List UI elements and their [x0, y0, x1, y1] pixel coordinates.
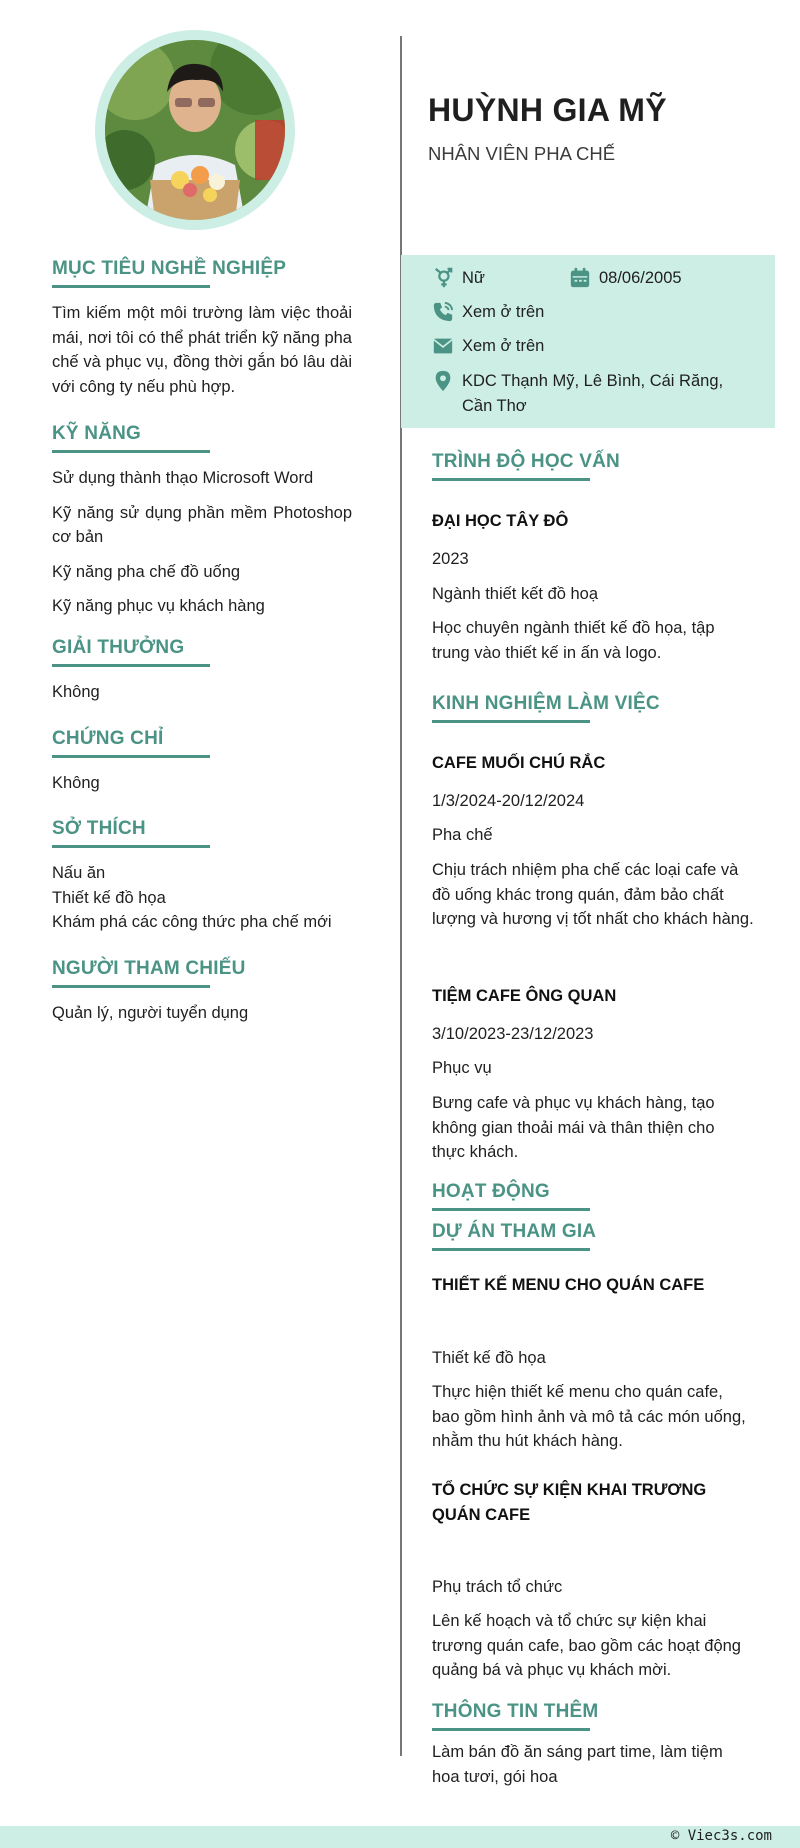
job-desc: Bưng cafe và phục vụ khách hàng, tạo không gian thoải mái và thân thiện cho thực khách.: [432, 1094, 715, 1161]
certificates-text: Không: [52, 774, 100, 792]
awards-section: [52, 637, 352, 705]
hobby-item: Thiết kế đồ họa: [52, 888, 166, 907]
section-underline: [432, 478, 590, 481]
section-underline: [432, 720, 590, 723]
calendar-icon: [569, 267, 591, 289]
section-underline: [52, 845, 210, 848]
awards-text: Không: [52, 683, 100, 701]
job-period: 3/10/2023-23/12/2023: [432, 1025, 594, 1043]
job-period: 1/3/2024-20/12/2024: [432, 792, 585, 810]
section-underline: [432, 1248, 590, 1251]
contact-address: [432, 369, 732, 418]
section-title: MỤC TIÊU NGHỀ NGHIỆP: [52, 258, 287, 279]
section-title: KỸ NĂNG: [52, 423, 142, 444]
projects-section: [432, 1221, 752, 1251]
section-title: NGƯỜI THAM CHIẾU: [52, 958, 246, 979]
skill-item: Kỹ năng pha chế đồ uống: [52, 562, 241, 581]
contact-phone: [432, 300, 544, 325]
avatar: [105, 40, 285, 220]
birthdate-value: 08/06/2005: [599, 269, 682, 287]
references-text: Quản lý, người tuyển dụng: [52, 1004, 249, 1022]
section-underline: [52, 985, 210, 988]
section-underline: [52, 450, 210, 453]
location-pin-icon: [432, 370, 454, 392]
more-info-text: Làm bán đồ ăn sáng part time, làm tiệm hoa tươi, gói hoa: [432, 1743, 723, 1786]
section-title: CHỨNG CHỈ: [52, 728, 164, 749]
job-company: CAFE MUỐI CHÚ RẮC: [432, 754, 606, 772]
avatar-ring: [95, 30, 295, 230]
section-title: SỞ THÍCH: [52, 818, 146, 839]
address-value: KDC Thạnh Mỹ, Lê Bình, Cái Răng, Cần Thơ: [462, 372, 724, 415]
section-underline: [52, 755, 210, 758]
project-name: THIẾT KẾ MENU CHO QUÁN CAFE: [432, 1276, 705, 1294]
section-underline: [52, 664, 210, 667]
section-title: TRÌNH ĐỘ HỌC VẤN: [432, 451, 620, 472]
references-section: [52, 958, 352, 1026]
education-school: ĐẠI HỌC TÂY ĐÔ: [432, 512, 569, 530]
section-title: KINH NGHIỆM LÀM VIỆC: [432, 693, 660, 714]
experience-section: [432, 693, 752, 723]
section-underline: [52, 285, 210, 288]
activities-section: [432, 1181, 752, 1211]
contact-email: [432, 334, 544, 359]
job-position: Pha chế: [432, 826, 493, 844]
skill-item: Kỹ năng sử dụng phần mềm Photoshop cơ bản: [52, 503, 352, 546]
education-major: Ngành thiết kết đồ hoạ: [432, 585, 599, 603]
skill-item: Kỹ năng phục vụ khách hàng: [52, 597, 265, 615]
project-role: Thiết kế đồ họa: [432, 1349, 546, 1367]
contact-birthdate: [569, 266, 682, 291]
phone-icon: [432, 301, 454, 323]
gender-value: Nữ: [462, 269, 485, 287]
skills-section: [52, 423, 352, 619]
section-underline: [432, 1728, 590, 1731]
job-company: TIỆM CAFE ÔNG QUAN: [432, 987, 617, 1005]
project-desc: Thực hiện thiết kế menu cho quán cafe, bao gồm hình ảnh và mô tả các món uống, nhằm thu hút khách hàng.: [432, 1383, 746, 1450]
gender-icon: [432, 267, 454, 289]
email-value: Xem ở trên: [462, 337, 545, 355]
objective-section: [52, 258, 352, 399]
contact-gender: [432, 266, 485, 291]
education-desc: Học chuyên ngành thiết kế đồ họa, tập trung vào thiết kế in ấn và logo.: [432, 619, 715, 662]
candidate-role: NHÂN VIÊN PHA CHẾ: [428, 143, 616, 164]
education-year: 2023: [432, 550, 469, 568]
project-desc: Lên kế hoạch và tổ chức sự kiện khai trương quán cafe, bao gồm các hoạt động quảng bá và phục vụ khách mời.: [432, 1612, 741, 1679]
footer-bar: [0, 1826, 800, 1848]
objective-text: Tìm kiếm một môi trường làm việc thoải mái, nơi tôi có thể phát triển kỹ năng pha chế và phục vụ, đồng thời gắn bó lâu dài với công ty nếu phù hợp.: [52, 304, 352, 396]
section-title: DỰ ÁN THAM GIA: [432, 1221, 597, 1242]
candidate-name: HUỲNH GIA MỸ: [428, 92, 667, 128]
hobby-item: Nấu ăn: [52, 864, 106, 882]
job-position: Phục vụ: [432, 1059, 492, 1077]
project-role: Phụ trách tổ chức: [432, 1578, 563, 1596]
certificates-section: [52, 728, 352, 796]
avatar-photo: [105, 40, 285, 220]
project-name: TỔ CHỨC SỰ KIỆN KHAI TRƯƠNG QUÁN CAFE: [432, 1481, 707, 1524]
phone-value: Xem ở trên: [462, 303, 545, 321]
section-underline: [432, 1208, 590, 1211]
more-info-section: [432, 1701, 752, 1731]
section-title: THÔNG TIN THÊM: [432, 1701, 599, 1722]
hobbies-section: [52, 818, 352, 935]
section-title: HOẠT ĐỘNG: [432, 1181, 550, 1202]
hobby-item: Khám phá các công thức pha chế mới: [52, 913, 332, 931]
job-desc: Chịu trách nhiệm pha chế các loại cafe và đồ uống khác trong quán, đảm bảo chất lượng và hương vị tốt nhất cho khách hàng.: [432, 861, 754, 928]
education-section: [432, 451, 752, 481]
skill-item: Sử dụng thành thạo Microsoft Word: [52, 469, 314, 487]
footer-credit: © Viec3s.com: [670, 1828, 772, 1844]
envelope-icon: [432, 335, 454, 357]
section-title: GIẢI THƯỞNG: [52, 637, 185, 658]
